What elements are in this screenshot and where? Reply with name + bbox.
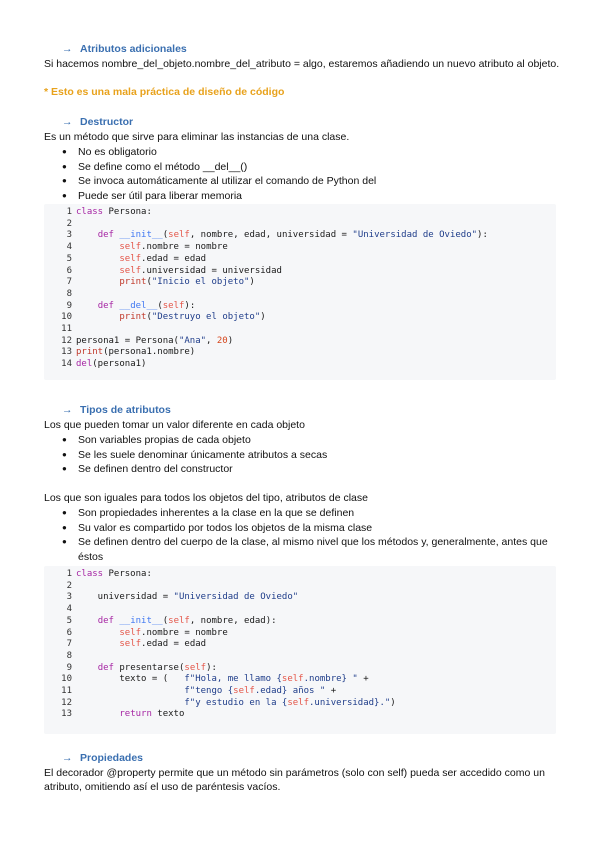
list-item: ● Son variables propias de cada objeto [62, 433, 562, 448]
bullets-atributos-clase [62, 506, 562, 564]
code-listing: 1 class Persona: 2 3 universidad = "Universidad de Oviedo" 4 5 def __init__(self, nombre, edad): 6 self.nombre = nombre 7 self.edad = edad 8 9 def presentarse(self): 10 texto = ( f"Hola, me llamo {self.nombre} " + 11 f"tengo {self.edad} años " + 12 f"y estudio en la {self.universidad}.") 13 return texto [61, 569, 396, 720]
destructor-intro: Es un método que sirve para eliminar las instancias de una clase. [44, 131, 350, 143]
code-block-destructor [44, 204, 556, 380]
list-item: ● Se les suele denominar únicamente atributos a secas [62, 448, 562, 463]
right-arrow-icon: → [62, 116, 73, 128]
list-item: ● Puede ser útil para liberar memoria [62, 189, 562, 204]
list-item: ● Se definen dentro del constructor [62, 462, 562, 477]
heading-tipos-de-atributos: → Tipos de atributos [62, 404, 171, 416]
bullets-atributos-instancia [62, 433, 562, 477]
tipos-intro-clase: Los que son iguales para todos los objetos del tipo, atributos de clase [44, 492, 368, 504]
code-block-atributos-clase [44, 566, 556, 734]
heading-destructor: → Destructor [62, 116, 134, 128]
propiedades-text: El decorador @property permite que un método sin parámetros (solo con self) pueda ser accedido como un atributo, omitiendo así el uso de paréntesis vacíos. [44, 767, 545, 793]
code-listing: 1 class Persona: 2 3 def __init__(self, nombre, edad, universidad = "Universidad de Oviedo"): 4 self.nombre = nombre 5 self.edad = edad 6 self.universidad = universidad 7 print("Inicio el objeto") 8 9 def __del__(self): 10 print("Destruyo el objeto") 11 12 persona1 = Persona("Ana", 20) 13 print(persona1.nombre) 14 del(persona1) [61, 207, 488, 370]
right-arrow-icon: → [62, 43, 73, 55]
list-item: ● Su valor es compartido por todos los objetos de la misma clase [62, 521, 562, 536]
list-item: ● Se invoca automáticamente al utilizar el comando de Python del [62, 174, 562, 189]
destructor-bullets [62, 145, 562, 203]
tipos-intro-instancia: Los que pueden tomar un valor diferente en cada objeto [44, 419, 305, 431]
atributos-adicionales-text: Si hacemos nombre_del_objeto.nombre_del_atributo = algo, estaremos añadiendo un nuevo atributo al objeto. [44, 58, 560, 70]
heading-atributos-adicionales: → Atributos adicionales [62, 43, 187, 55]
heading-propiedades: → Propiedades [62, 752, 144, 764]
right-arrow-icon: → [62, 752, 73, 764]
list-item: ● Son propiedades inherentes a la clase en la que se definen [62, 506, 562, 521]
list-item: ● No es obligatorio [62, 145, 562, 160]
right-arrow-icon: → [62, 404, 73, 416]
list-item: ● Se define como el método __del__() [62, 160, 562, 175]
warning-note: * Esto es una mala práctica de diseño de código [44, 86, 285, 98]
list-item: ● Se definen dentro del cuerpo de la clase, al mismo nivel que los métodos y, generalmente, antes que éstos [62, 535, 562, 564]
